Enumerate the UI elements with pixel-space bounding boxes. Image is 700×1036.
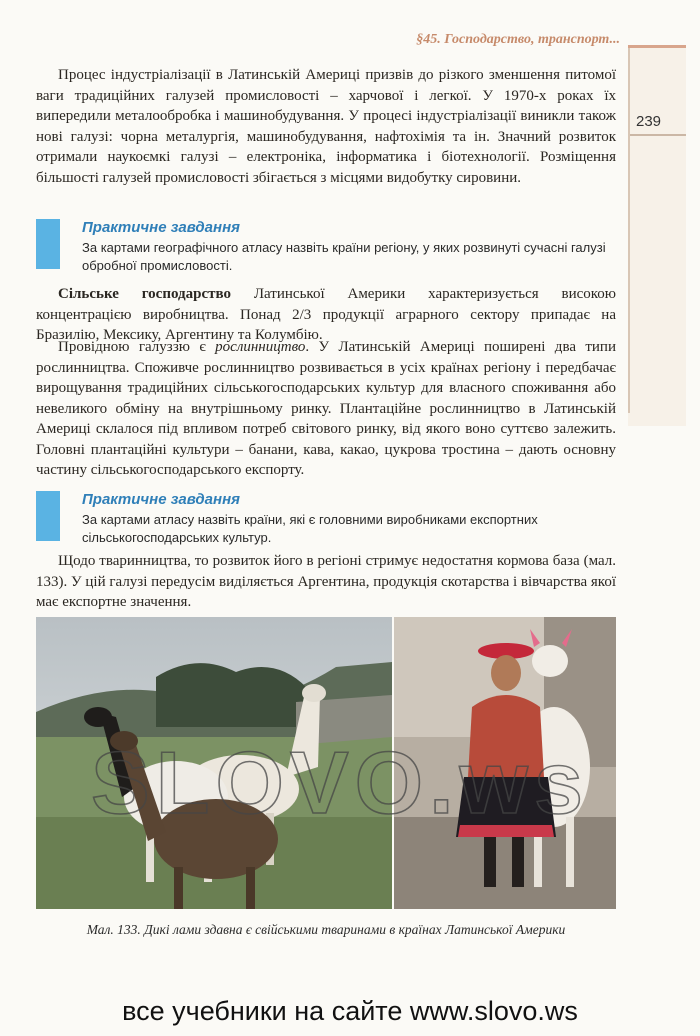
figure-caption: Мал. 133. Дикі лами здавна є свійськими тваринами в країнах Латинської Америки [86,922,566,937]
page-number: 239 [636,113,662,130]
task-text: За картами атласу назвіть країни, які є головними виробниками експортних сільськогосподарських культур. [82,512,538,545]
crop-farming-text: . У Латинській Америці поширені два типи рослинництва. Споживче рослинництво розвивається в усіх країнах регіону і передбачає вирощування традиційних сільськогосподарських культур для власного споживання або невеликого обміну на внутрішньому ринку. Плантаційне рослинництво в Латинській Америці склалося під впливом потреб світового ринку, від якого воно суттєво залежить. Головні плантаційні культури – банани, кава, какао, цукрова тростина – дають основну частину сільськогосподарського експорту. [36,339,616,478]
term-crop-farming: рослинництво [215,339,306,355]
task-title: Практичне завдання [82,219,240,236]
margin-rule [628,48,630,413]
task-title: Практичне завдання [82,491,240,508]
running-header: §45. Господарство, транспорт... [416,32,620,47]
paragraph-industrialization: Процес індустріалізації в Латинській Америці призвів до різкого зменшення питомої ваги традиційних галузей промисловості – харчової і легкої. У 1970-х роках їх випередили металообробка і машинобудування. У процесі індустріалізації виникли також нові галузі: чорна металургія, машинобудування, нафтохімія та ін. Значний розвиток отримали наукоємкі галузі – електроніка, інформатика і біотехнології. Розміщення більшості галузей промисловості збігається з місцями видобутку сировини. [36,67,616,186]
task-accent-bar [36,219,60,269]
task-text: За картами географічного атласу назвіть країни регіону, у яких розвинуті сучасні галузі обробної промисловості. [82,240,606,273]
task-accent-bar [36,491,60,541]
paragraph-agriculture-text: Латинської Америки характеризується високою концентрацією виробництва. Понад 2/3 продукції аграрного сектору припадає на Бразилію, Мексику, Аргентину та Колумбію. [36,286,616,343]
term-agriculture: Сільське господарство [58,286,231,302]
footer-link[interactable]: все учебники на сайте www.slovo.ws [122,996,578,1026]
crop-farming-intro: Провідною галуззю є [58,339,216,355]
header-rule [628,45,686,48]
watermark: SLOVO.ws [91,733,589,832]
page-number-rule [630,134,686,136]
margin-column [628,46,686,426]
paragraph-livestock: Щодо тваринництва, то розвиток його в регіоні стримує недостатня кормова база (мал. 133). У цій галузі передусім виділяється Аргентина, продукція скотарства і вівчарства якої має експортне значення. [36,553,616,610]
paragraph-crop-farming [36,337,616,481]
